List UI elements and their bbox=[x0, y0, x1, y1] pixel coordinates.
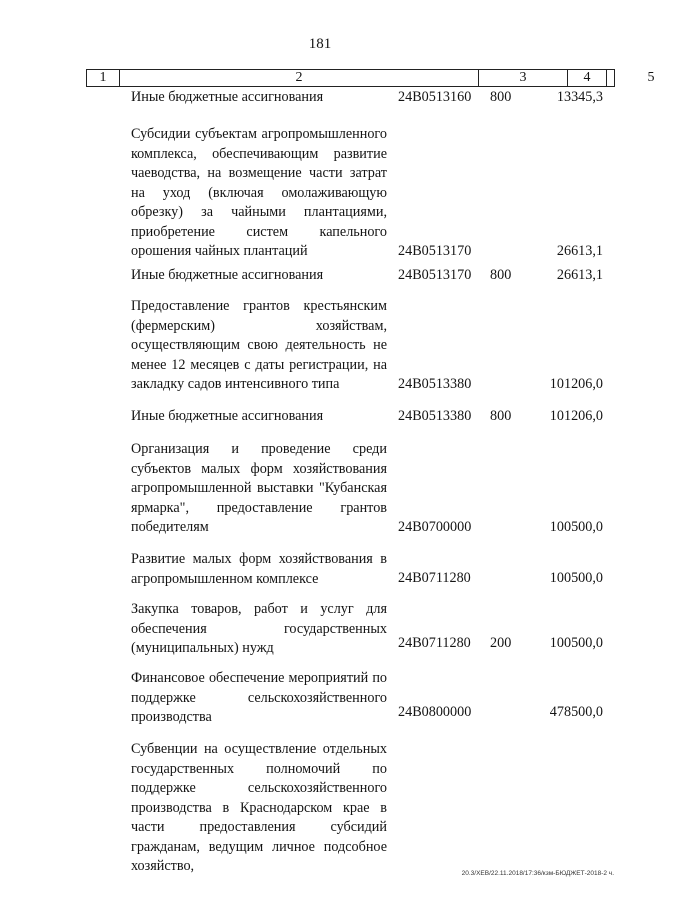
header-col-3: 3 bbox=[519, 70, 527, 85]
row-description: Финансовое обеспечение мероприятий по поддержке сельскохозяйственного производства bbox=[131, 670, 387, 725]
row-code: 24В0513380 bbox=[398, 408, 472, 424]
page-number: 181 bbox=[308, 36, 332, 52]
row-sum: 100500,0 bbox=[549, 570, 603, 586]
header-col-5: 5 bbox=[647, 70, 655, 85]
footer-note: 20.3/ХЕВ/22.11.2018/17:36/кзм-БЮДЖЕТ-2018-2 ч. bbox=[461, 870, 614, 877]
row-sum: 100500,0 bbox=[549, 635, 603, 651]
row-description: Иные бюджетные ассигнования bbox=[131, 408, 324, 424]
row-code: 24В0711280 bbox=[398, 570, 471, 586]
row-type: 800 bbox=[490, 89, 512, 105]
row-description: Развитие малых форм хозяйствования в агропромышленном комплексе bbox=[131, 551, 387, 587]
row-code: 24В0513170 bbox=[398, 243, 472, 259]
row-code: 24В0513170 bbox=[398, 267, 472, 283]
row-description: Закупка товаров, работ и услуг для обеспечения государственных (муниципальных) нужд bbox=[131, 601, 387, 656]
row-description: Субвенции на осуществление отдельных государственных полномочий по поддержке сельскохозяйственного производства в Краснодарском крае в части предоставления субсидий гражданам, ведущим личное подсобное хозяйство, bbox=[131, 741, 387, 874]
row-sum: 478500,0 bbox=[549, 704, 603, 720]
row-code: 24В0513380 bbox=[398, 376, 472, 392]
table-header bbox=[86, 69, 655, 87]
row-code: 24В0700000 bbox=[398, 519, 472, 535]
row-code: 24В0800000 bbox=[398, 704, 472, 720]
header-col-1: 1 bbox=[99, 70, 107, 85]
header-col-2: 2 bbox=[295, 70, 303, 85]
row-description: Предоставление грантов крестьянским (фермерским) хозяйствам, осуществляющим свою деятельность не менее 12 месяцев с даты регистрации, на закладку садов интенсивного типа bbox=[131, 298, 387, 392]
row-sum: 101206,0 bbox=[549, 408, 603, 424]
row-description: Субсидии субъектам агропромышленного комплекса, обеспечивающим развитие чаеводства, на возмещение части затрат на уход (включая омолаживающую обрезку) за чайными плантациями, приобретение систем капельного орошения чайных плантаций bbox=[131, 126, 387, 259]
row-sum: 26613,1 bbox=[556, 267, 603, 283]
row-description: Иные бюджетные ассигнования bbox=[131, 89, 324, 105]
row-sum: 26613,1 bbox=[556, 243, 603, 259]
header-col-4: 4 bbox=[583, 70, 591, 85]
row-code: 24В0711280 bbox=[398, 635, 471, 651]
row-sum: 101206,0 bbox=[549, 376, 603, 392]
row-type: 800 bbox=[490, 408, 512, 424]
row-type: 200 bbox=[490, 635, 512, 651]
row-sum: 100500,0 bbox=[549, 519, 603, 535]
row-sum: 13345,3 bbox=[556, 89, 603, 105]
row-type: 800 bbox=[490, 267, 512, 283]
row-description: Иные бюджетные ассигнования bbox=[131, 267, 324, 283]
row-code: 24В0513160 bbox=[398, 89, 472, 105]
row-description: Организация и проведение среди субъектов малых форм хозяйствования агропромышленной выставки "Кубанская ярмарка", предоставление грантов победителям bbox=[131, 441, 387, 535]
